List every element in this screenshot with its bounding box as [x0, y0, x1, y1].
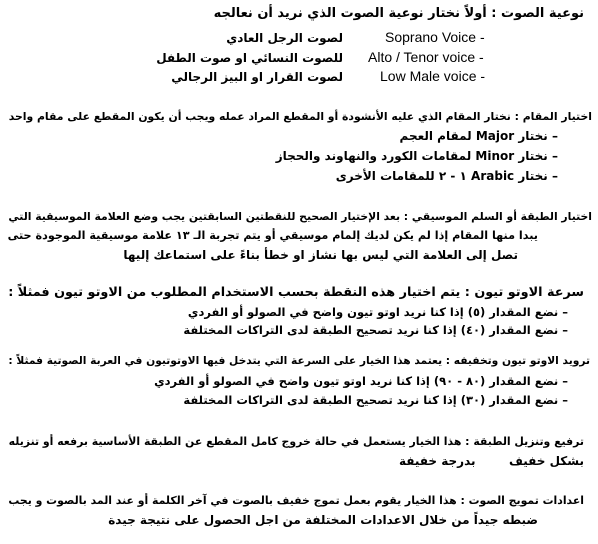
- voice-item-2-desc: للصوت النسائي او صوت الطفل: [156, 51, 343, 65]
- autotune-speed-item-1: – نضع المقدار (٥) إذا كنا نريد اوتو تيون واضح في الصولو أو الفردي: [187, 305, 568, 319]
- scale-line-3: تصل إلى العلامة التي ليس بها نشاز او خطأ بناءً على استماعك إليها: [123, 248, 518, 262]
- autotune-speed-title: سرعة الاوتو تيون : يتم اختيار هذه النقطة بحسب الاستخدام المطلوب من الاوتو تيون فمثلاً :: [8, 285, 584, 300]
- voice-item-3-name: Low Male voice -: [380, 68, 486, 84]
- transpose-line-1: ترفيع وتنزيل الطبقة : هذا الخيار يستعمل في حالة خروج كامل المقطع عن الطبقة الأساسية برفعه أو تنزيله: [8, 435, 584, 448]
- voice-title: نوعية الصوت : أولاً نختار نوعية الصوت الذي نريد أن نعالجه: [213, 6, 584, 21]
- voice-item-1-desc: لصوت الرجل العادي: [226, 31, 343, 45]
- maqam-title: اختيار المقام : نختار المقام الذي عليه الأنشودة أو المقطع المراد عمله ويجب أن يكون المقطع على مقام واحد: [8, 110, 592, 123]
- voice-item-2-name: Alto / Tenor voice -: [368, 49, 484, 65]
- vibrato-line-1: اعدادات تمويج الصوت : هذا الخيار يقوم بعمل تموج خفيف بالصوت في آخر الكلمة أو عند المد بالصوت و يجب: [8, 494, 584, 507]
- autotune-soften-item-2: – نضع المقدار (٣٠) إذا كنا نريد تصحيح الطبقة لدى التراكات المختلفة: [183, 393, 568, 407]
- transpose-line-2: بشكل خفيف بدرجة خفيفة: [398, 454, 584, 468]
- maqam-item-minor: – نختار Minor لمقامات الكورد والنهاوند والحجاز: [275, 149, 558, 163]
- scale-line-2: يبدا منها المقام إذا لم يكن لديك إلمام موسيقي أو يتم تجربة الـ ١٣ علامة موسيقية الموجودة حتى: [7, 229, 538, 242]
- voice-item-3-desc: لصوت القرار او البيز الرجالي: [171, 70, 343, 84]
- autotune-speed-item-2: – نضع المقدار (٤٠) إذا كنا نريد تصحيح الطبقة لدى التراكات المختلفة: [183, 323, 568, 337]
- autotune-soften-item-1: – نضع المقدار (٨٠ - ٩٠) إذا كنا نريد اوتو تيون واضح في الصولو أو الفردي: [154, 374, 568, 388]
- maqam-item-major: – نختار Major لمقام العجم: [399, 129, 558, 143]
- vibrato-line-2: ضبطه جيداً من خلال الاعدادات المختلفة من اجل الحصول على نتيجة جيدة: [108, 513, 538, 527]
- maqam-item-arabic: – نختار Arabic ١ - ٢ للمقامات الأخرى: [335, 169, 558, 183]
- voice-item-1-name: Soprano Voice -: [385, 29, 485, 45]
- scale-line-1: اختيار الطبقة أو السلم الموسيقي : بعد الإختيار الصحيح للنقطتين السابقتين يجب وضع العلامة الموسيقية التي: [8, 210, 592, 223]
- autotune-soften-title: ترويد الاوتو تيون وتخفيفه : يعتمد هذا الخيار على السرعة التي يتدخل فيها الاوتوتيون في العربة الصوتية فمثلاً :: [8, 354, 590, 367]
